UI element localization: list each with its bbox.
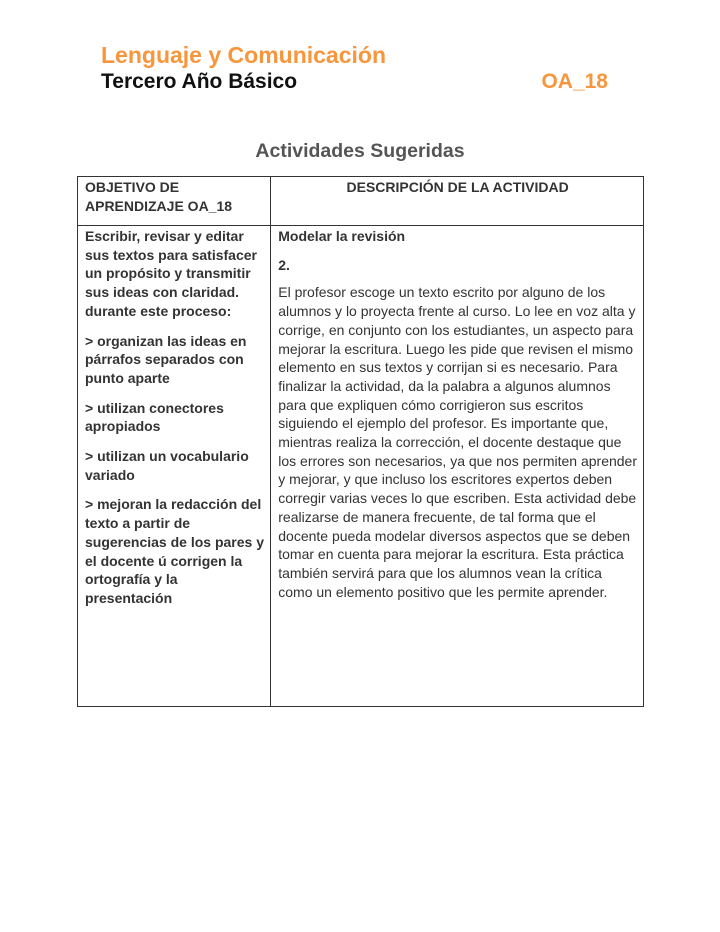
col1-header: OBJETIVO DE APRENDIZAJE OA_18 [78, 177, 271, 226]
description-line: para que expliquen cómo corrigieron sus escritos [278, 396, 584, 413]
description-line: también servirá para que los alumnos vean la crítica [278, 564, 602, 581]
description-line: realizarse de manera frecuente, de tal forma que el [278, 508, 596, 525]
subject-title: Lenguaje y Comunicación [101, 42, 386, 68]
grade-title: Tercero Año Básico [101, 70, 298, 93]
activity-cell [271, 226, 644, 707]
description-line: como un elemento positivo que les permite aprender. [278, 583, 608, 600]
activities-table [77, 176, 644, 707]
description-line: siguiendo el ejemplo del profesor. Es importante que, [278, 415, 609, 432]
description-line: tomar en cuenta para mejorar la escritura. Esta práctica [278, 546, 624, 563]
description-line: alumnos y lo proyecta frente al curso. Lo lee en voz alta y [278, 303, 636, 320]
objective-code: OA_18 [541, 70, 608, 93]
activity-description [278, 283, 637, 601]
description-line: mejorar la escritura. Luego les pide que revisen el mismo [278, 340, 634, 357]
description-line: mientras realiza la corrección, el docente destaque que [278, 434, 622, 451]
description-line: y mejorar, y que incluso los escritores expertos deben [278, 471, 613, 488]
objective-item: > utilizan un vocabulario variado [85, 448, 249, 483]
activity-title: Modelar la revisión [278, 228, 406, 244]
description-line: elemento en sus textos y corrijan si es necesario. Para [278, 359, 618, 376]
objective-cell [78, 226, 271, 707]
table-header-row [78, 177, 644, 226]
description-line: los errores son necesarios, ya que nos permiten aprender [278, 452, 637, 469]
description-line: El profesor escoge un texto escrito por alguno de los [278, 284, 606, 301]
description-line: corregir varias veces lo que escriben. Esta actividad debe [278, 490, 637, 507]
description-line: corrige, en conjunto con los estudiantes, un aspecto para [278, 321, 634, 338]
objective-text: Escribir, revisar y editar sus textos para satisfacer un propósito y transmitir sus ideas con claridad. durante este proceso: [85, 228, 257, 319]
description-line: finalizar la actividad, da la palabra a algunos alumnos [278, 377, 611, 394]
objective-item: > organizan las ideas en párrafos separados con punto aparte [85, 332, 247, 386]
section-title: Actividades Sugeridas [255, 140, 465, 162]
objective-item: > utilizan conectores apropiados [85, 399, 224, 435]
activity-number: 2. [278, 256, 290, 273]
col2-header: DESCRIPCIÓN DE LA ACTIVIDAD [271, 177, 644, 226]
objective-item: > mejoran la redacción del texto a partir de sugerencias de los pares y el docente ú corrigen la ortografía y la presentación [85, 496, 264, 606]
table-row [78, 226, 644, 707]
description-line: docente pueda modelar diversos aspectos que se deben [278, 527, 631, 544]
